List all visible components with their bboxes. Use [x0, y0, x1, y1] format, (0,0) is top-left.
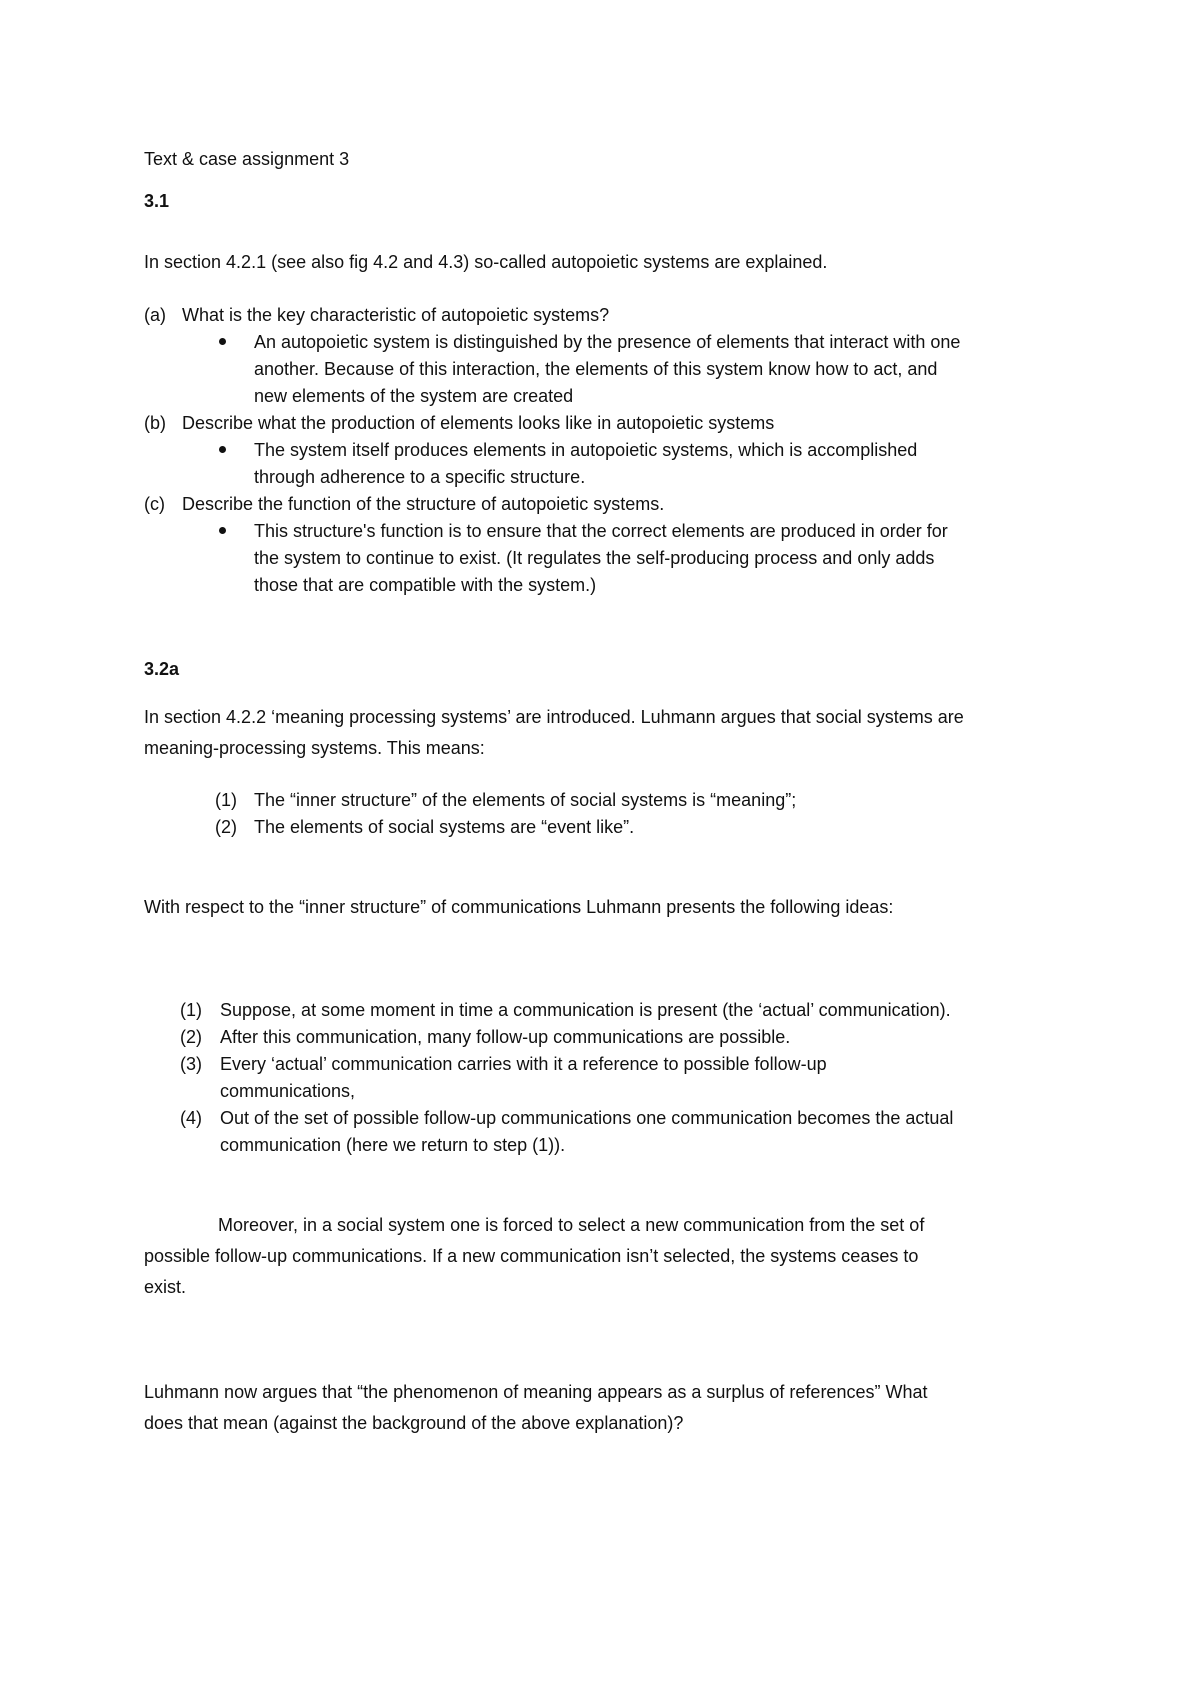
answer-line: another. Because of this interaction, the elements of this system know how to act, and [254, 359, 938, 379]
idea-marker: (3) [180, 1054, 202, 1074]
idea-line: Out of the set of possible follow-up communications one communication becomes the actual [220, 1108, 954, 1128]
section-3-2a-intro-line: In section 4.2.2 ‘meaning processing systems’ are introduced. Luhmann argues that social systems are [144, 707, 964, 727]
answer-line: This structure's function is to ensure that the correct elements are produced in order for [254, 521, 948, 541]
answer-line: those that are compatible with the system.) [254, 575, 597, 595]
answer-line: the system to continue to exist. (It regulates the self-producing process and only adds [254, 548, 935, 568]
answer-line: An autopoietic system is distinguished by the presence of elements that interact with one [254, 332, 961, 352]
question-marker: (c) [144, 494, 165, 514]
moreover-line: exist. [144, 1277, 187, 1297]
means-marker: (1) [215, 790, 237, 810]
means-text: The elements of social systems are “event like”. [254, 817, 635, 837]
bullet-icon [219, 338, 226, 345]
section-heading-3-2a: 3.2a [144, 659, 180, 679]
idea-line: communication (here we return to step (1)). [220, 1135, 566, 1155]
question-line: Luhmann now argues that “the phenomenon of meaning appears as a surplus of references” What [144, 1382, 928, 1402]
section-3-2a-intro-line: meaning-processing systems. This means: [144, 738, 485, 758]
answer-line: The system itself produces elements in autopoietic systems, which is accomplished [254, 440, 918, 460]
idea-line: Every ‘actual’ communication carries with it a reference to possible follow-up [220, 1054, 827, 1074]
means-text: The “inner structure” of the elements of social systems is “meaning”; [254, 790, 797, 810]
question-marker: (a) [144, 305, 166, 325]
bullet-icon [219, 527, 226, 534]
answer-line: new elements of the system are created [254, 386, 574, 406]
question-text: Describe what the production of elements looks like in autopoietic systems [182, 413, 775, 433]
idea-marker: (4) [180, 1108, 202, 1128]
question-line: does that mean (against the background of the above explanation)? [144, 1413, 684, 1433]
question-text: Describe the function of the structure of autopoietic systems. [182, 494, 665, 514]
idea-line: communications, [220, 1081, 356, 1101]
answer-line: through adherence to a specific structure. [254, 467, 586, 487]
question-marker: (b) [144, 413, 166, 433]
idea-marker: (2) [180, 1027, 202, 1047]
respect-line: With respect to the “inner structure” of communications Luhmann presents the following ideas: [144, 897, 894, 917]
idea-marker: (1) [180, 1000, 202, 1020]
document-title: Text & case assignment 3 [144, 149, 350, 169]
section-3-1-intro: In section 4.2.1 (see also fig 4.2 and 4.3) so-called autopoietic systems are explained. [144, 252, 828, 272]
means-marker: (2) [215, 817, 237, 837]
moreover-line: Moreover, in a social system one is forced to select a new communication from the set of [218, 1215, 925, 1235]
question-text: What is the key characteristic of autopoietic systems? [182, 305, 610, 325]
bullet-icon [219, 446, 226, 453]
moreover-line: possible follow-up communications. If a new communication isn’t selected, the systems ceases to [144, 1246, 919, 1266]
idea-line: After this communication, many follow-up communications are possible. [220, 1027, 791, 1047]
idea-line: Suppose, at some moment in time a communication is present (the ‘actual’ communication). [220, 1000, 951, 1020]
section-heading-3-1: 3.1 [144, 191, 170, 211]
